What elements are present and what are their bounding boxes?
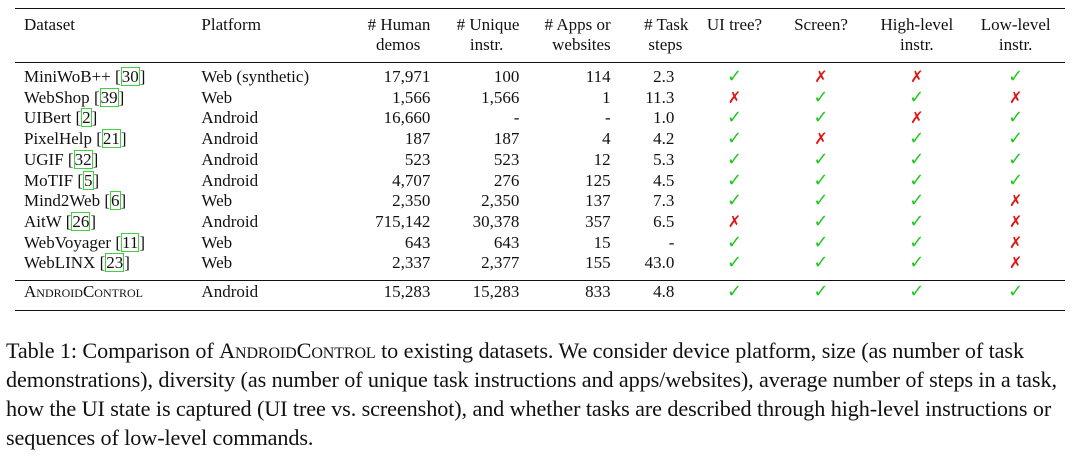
dataset-name: UIBert xyxy=(24,108,72,128)
cell-dataset: WebVoyager [11] xyxy=(24,232,146,252)
citation-link[interactable]: 6 xyxy=(111,191,120,211)
ui-tree-mark-icon: ✓ xyxy=(726,169,743,191)
table-row xyxy=(15,67,1065,88)
screen-mark-icon: ✓ xyxy=(813,86,829,108)
table-row xyxy=(15,171,1065,192)
cell-platform: Web xyxy=(201,87,233,107)
cell-low-level xyxy=(966,88,1065,109)
cell-steps: 4.2 xyxy=(653,129,675,149)
cell-steps: 11.3 xyxy=(645,87,675,107)
cell-ui-tree xyxy=(694,171,774,192)
cell-low-level xyxy=(966,212,1065,233)
screen-mark-icon: ✓ xyxy=(813,252,829,274)
citation-link[interactable]: 11 xyxy=(122,232,139,252)
high-level-mark-icon: ✗ xyxy=(910,108,924,128)
citation-link[interactable]: 23 xyxy=(106,253,124,273)
table-row xyxy=(15,233,1065,254)
table-bottom-rule xyxy=(15,310,1065,311)
ui-tree-mark-icon: ✓ xyxy=(726,128,743,150)
ui-tree-mark-icon: ✓ xyxy=(726,231,743,253)
low-level-mark-icon: ✗ xyxy=(1008,87,1023,107)
cell-low-level xyxy=(966,253,1065,274)
cell-unique-instr: - xyxy=(513,108,520,128)
cell-apps: 12 xyxy=(593,149,611,169)
cell-apps: 4 xyxy=(602,129,611,149)
header-high-level: High-level instr. xyxy=(880,15,954,54)
table-row-ours xyxy=(15,274,1065,306)
table-caption xyxy=(6,336,1076,452)
cell-platform: Android xyxy=(201,282,259,302)
cell-screen xyxy=(775,88,868,109)
table-row xyxy=(15,150,1065,171)
low-level-mark-icon: ✗ xyxy=(1008,253,1023,273)
cell-dataset: WebLINX [23] xyxy=(24,253,130,273)
cell-high-level xyxy=(867,129,966,150)
high-level-mark-icon: ✓ xyxy=(909,169,925,191)
screen-mark-icon: ✓ xyxy=(813,281,829,303)
high-level-mark-icon: ✓ xyxy=(909,281,925,303)
cell-low-level xyxy=(966,150,1065,171)
header-dataset: Dataset xyxy=(24,15,75,34)
low-level-mark-icon: ✓ xyxy=(1008,169,1024,191)
ui-tree-mark-icon: ✓ xyxy=(726,107,743,129)
table-row xyxy=(15,108,1065,129)
cell-apps: 155 xyxy=(585,253,611,273)
cell-screen xyxy=(775,233,868,254)
cell-steps: - xyxy=(668,232,675,252)
cell-human-demos: 17,971 xyxy=(383,67,431,86)
screen-mark-icon: ✓ xyxy=(813,190,829,212)
cell-screen xyxy=(775,108,868,129)
cell-dataset: PixelHelp [21] xyxy=(24,129,127,149)
cell-platform: Web xyxy=(201,232,233,252)
cell-apps: 15 xyxy=(593,232,611,252)
cell-apps: 1 xyxy=(602,87,611,107)
header-screen: Screen? xyxy=(794,15,848,34)
cell-apps: 137 xyxy=(585,191,611,211)
screen-mark-icon: ✗ xyxy=(814,67,828,86)
cell-platform: Web xyxy=(201,191,233,211)
cell-dataset: MiniWoB++ [30] xyxy=(24,67,146,86)
high-level-mark-icon: ✓ xyxy=(909,128,925,150)
cell-high-level xyxy=(867,171,966,192)
cell-platform: Web (synthetic) xyxy=(201,67,310,86)
table-row xyxy=(15,253,1065,274)
cell-human-demos: 715,142 xyxy=(375,211,431,231)
cell-low-level xyxy=(966,171,1065,192)
cell-screen xyxy=(775,150,868,171)
cell-human-demos: 2,337 xyxy=(392,253,431,273)
high-level-mark-icon: ✓ xyxy=(909,231,925,253)
dataset-name: WebLINX xyxy=(24,253,96,273)
cell-screen xyxy=(775,212,868,233)
cell-dataset: WebShop [39] xyxy=(24,87,125,107)
cell-steps: 1.0 xyxy=(653,108,675,128)
cell-low-level xyxy=(966,274,1065,306)
cell-human-demos: 187 xyxy=(404,129,431,149)
dataset-name: WebVoyager xyxy=(24,232,112,252)
high-level-mark-icon: ✓ xyxy=(909,190,925,212)
screen-mark-icon: ✓ xyxy=(813,231,829,253)
table-row xyxy=(15,88,1065,109)
cell-screen xyxy=(775,129,868,150)
cell-unique-instr: 2,377 xyxy=(481,253,520,273)
citation-link[interactable]: 2 xyxy=(82,108,91,128)
cell-human-demos: 16,660 xyxy=(383,108,431,128)
screen-mark-icon: ✓ xyxy=(813,210,829,232)
cell-high-level xyxy=(867,150,966,171)
header-ui-tree: UI tree? xyxy=(706,15,763,34)
cell-ui-tree xyxy=(694,212,774,233)
ui-tree-mark-icon: ✓ xyxy=(726,148,743,170)
screen-mark-icon: ✓ xyxy=(813,107,829,129)
table-row xyxy=(15,129,1065,150)
dataset-name: WebShop xyxy=(24,87,90,107)
caption-pre: Comparison of xyxy=(82,338,214,363)
cell-human-demos: 1,566 xyxy=(392,87,431,107)
cell-human-demos: 523 xyxy=(404,149,431,169)
ui-tree-mark-icon: ✓ xyxy=(726,252,743,274)
cell-unique-instr: 2,350 xyxy=(481,191,520,211)
low-level-mark-icon: ✗ xyxy=(1008,191,1023,211)
low-level-mark-icon: ✓ xyxy=(1008,66,1024,87)
low-level-mark-icon: ✓ xyxy=(1008,148,1024,170)
high-level-mark-icon: ✓ xyxy=(909,210,925,232)
cell-apps: 114 xyxy=(585,67,611,86)
citation-link[interactable]: 21 xyxy=(102,129,120,149)
table-row xyxy=(15,191,1065,212)
cell-ui-tree xyxy=(694,129,774,150)
cell-ui-tree xyxy=(694,150,774,171)
header-human-demos: # Human demos xyxy=(367,15,431,54)
screen-mark-icon: ✓ xyxy=(813,169,829,191)
cell-steps: 2.3 xyxy=(653,67,675,86)
header-unique-instr: # Unique instr. xyxy=(456,15,520,54)
dataset-name: UGIF xyxy=(24,149,64,169)
cell-ui-tree xyxy=(694,88,774,109)
cell-steps: 7.3 xyxy=(653,191,675,211)
cell-unique-instr: 276 xyxy=(493,170,520,190)
dataset-name: AndroidControl xyxy=(24,282,143,302)
dataset-name: AitW xyxy=(24,211,62,231)
cell-unique-instr: 187 xyxy=(493,129,520,149)
low-level-mark-icon: ✓ xyxy=(1008,128,1024,150)
cell-platform: Android xyxy=(201,129,259,149)
cell-unique-instr: 30,378 xyxy=(472,211,520,231)
cell-dataset: UGIF [32] xyxy=(24,149,99,169)
cell-ui-tree xyxy=(694,274,774,306)
cell-human-demos: 643 xyxy=(404,232,431,252)
cell-dataset: UIBert [2] xyxy=(24,108,98,128)
cell-screen xyxy=(775,67,868,88)
cell-apps: 833 xyxy=(585,282,611,302)
cell-steps: 4.5 xyxy=(653,170,675,190)
cell-high-level xyxy=(867,233,966,254)
cell-screen xyxy=(775,274,868,306)
comparison-table xyxy=(15,9,1065,306)
caption-body: to existing datasets. We consider device platform, size (as number of task demonstrations), diversity (as number of unique task instructions and apps/websites), average number of steps in a task, how the UI state is captured (UI tree vs. screenshot), and whether tasks are described through high-level instructions or sequences of low-level commands. xyxy=(6,338,1057,450)
cell-steps: 43.0 xyxy=(644,253,675,273)
cell-high-level xyxy=(867,253,966,274)
cell-unique-instr: 15,283 xyxy=(472,282,520,302)
cell-dataset: AitW [26] xyxy=(24,211,97,231)
citation-link[interactable]: 5 xyxy=(84,170,93,190)
cell-unique-instr: 100 xyxy=(493,67,520,86)
cell-human-demos: 15,283 xyxy=(383,282,431,302)
header-apps-websites: # Apps or websites xyxy=(544,15,611,54)
ui-tree-mark-icon: ✓ xyxy=(726,66,743,87)
cell-apps: - xyxy=(605,108,611,128)
low-level-mark-icon: ✗ xyxy=(1008,211,1023,231)
cell-high-level xyxy=(867,67,966,88)
citation-link[interactable]: 26 xyxy=(72,211,90,231)
cell-apps: 357 xyxy=(585,211,611,231)
cell-steps: 6.5 xyxy=(653,211,675,231)
cell-high-level xyxy=(867,212,966,233)
dataset-name: PixelHelp xyxy=(24,129,92,149)
cell-human-demos: 4,707 xyxy=(392,170,431,190)
cell-screen xyxy=(775,171,868,192)
cell-low-level xyxy=(966,191,1065,212)
cell-ui-tree xyxy=(694,233,774,254)
cell-high-level xyxy=(867,108,966,129)
cell-low-level xyxy=(966,67,1065,88)
cell-steps: 5.3 xyxy=(653,149,675,169)
caption-label: Table 1: xyxy=(6,338,77,363)
cell-ui-tree xyxy=(694,253,774,274)
low-level-mark-icon: ✓ xyxy=(1008,107,1024,129)
cell-low-level xyxy=(966,129,1065,150)
high-level-mark-icon: ✓ xyxy=(909,148,925,170)
header-low-level: Low-level instr. xyxy=(980,15,1051,54)
ui-tree-mark-icon: ✓ xyxy=(726,190,743,212)
cell-low-level xyxy=(966,108,1065,129)
dataset-name: MiniWoB++ xyxy=(24,67,111,86)
ui-tree-mark-icon: ✗ xyxy=(727,211,742,231)
caption-dataset-name: AndroidControl xyxy=(219,338,376,363)
cell-dataset: Mind2Web [6] xyxy=(24,191,127,211)
cell-steps: 4.8 xyxy=(653,282,675,302)
cell-unique-instr: 1,566 xyxy=(481,87,520,107)
table-header-row xyxy=(15,9,1065,67)
cell-ui-tree xyxy=(694,108,774,129)
citation-link[interactable]: 32 xyxy=(74,149,92,169)
screen-mark-icon: ✗ xyxy=(814,129,828,149)
high-level-mark-icon: ✗ xyxy=(910,67,924,86)
cell-platform: Android xyxy=(201,149,259,169)
cell-high-level xyxy=(867,191,966,212)
header-task-steps: # Task steps xyxy=(644,15,689,54)
cell-dataset: MoTIF [5] xyxy=(24,170,100,190)
ui-tree-mark-icon: ✗ xyxy=(727,87,742,107)
cell-platform: Android xyxy=(201,170,259,190)
cell-platform: Android xyxy=(201,108,259,128)
citation-link[interactable]: 39 xyxy=(100,87,118,107)
cell-screen xyxy=(775,253,868,274)
cell-platform: Android xyxy=(201,211,259,231)
cell-apps: 125 xyxy=(585,170,611,190)
cell-dataset xyxy=(15,274,201,306)
table-body xyxy=(15,67,1065,306)
cell-ui-tree xyxy=(694,67,774,88)
ui-tree-mark-icon: ✓ xyxy=(726,281,743,303)
cell-platform: Web xyxy=(201,253,233,273)
cell-high-level xyxy=(867,88,966,109)
dataset-name: MoTIF xyxy=(24,170,74,190)
dataset-name: Mind2Web xyxy=(24,191,101,211)
cell-human-demos: 2,350 xyxy=(392,191,431,211)
table-row xyxy=(15,212,1065,233)
cell-unique-instr: 643 xyxy=(493,232,520,252)
screen-mark-icon: ✓ xyxy=(813,148,829,170)
low-level-mark-icon: ✗ xyxy=(1008,232,1023,252)
cell-high-level xyxy=(867,274,966,306)
cell-ui-tree xyxy=(694,191,774,212)
high-level-mark-icon: ✓ xyxy=(909,86,925,108)
low-level-mark-icon: ✓ xyxy=(1008,281,1024,303)
high-level-mark-icon: ✓ xyxy=(909,252,925,274)
cell-unique-instr: 523 xyxy=(493,149,520,169)
cell-low-level xyxy=(966,233,1065,254)
citation-link[interactable]: 30 xyxy=(121,67,139,86)
cell-screen xyxy=(775,191,868,212)
header-platform: Platform xyxy=(201,15,261,34)
